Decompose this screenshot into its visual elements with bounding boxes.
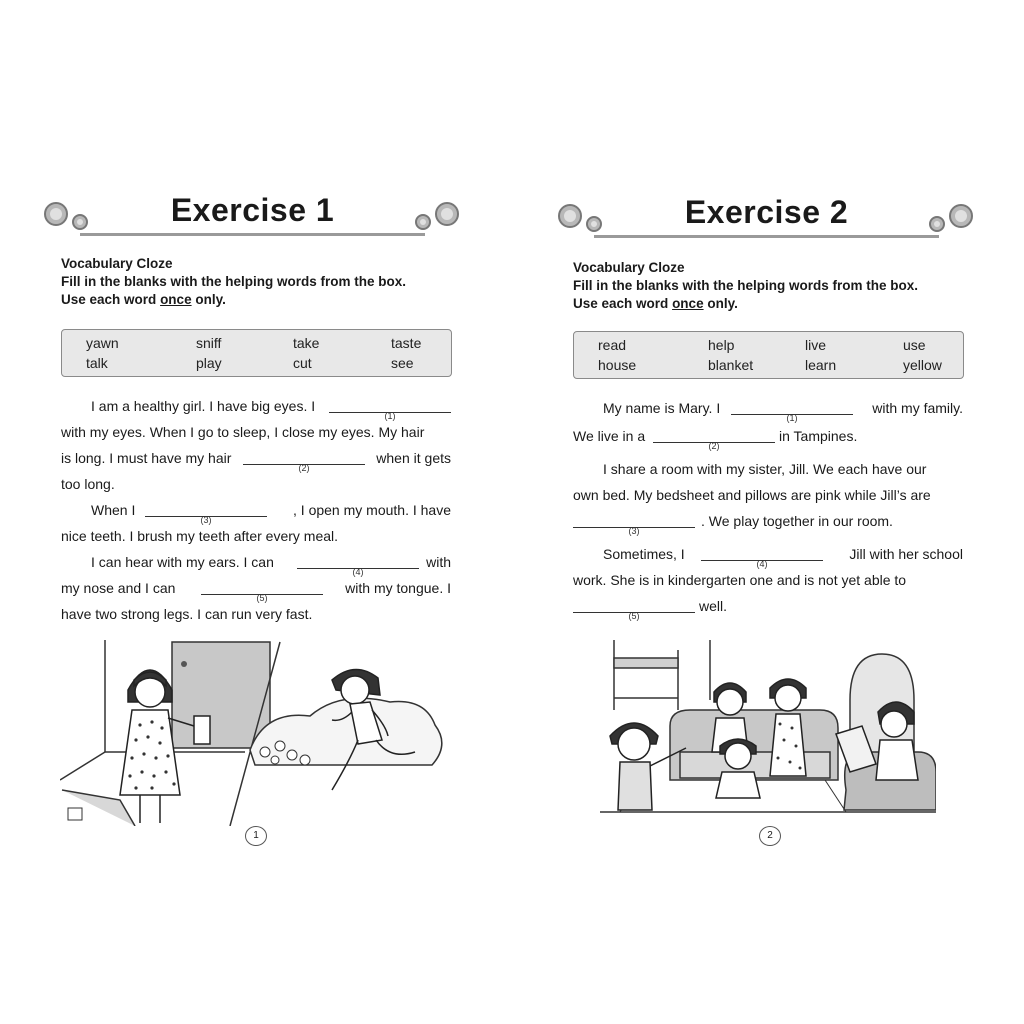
instruction-text: only. bbox=[707, 296, 738, 311]
word-option: talk bbox=[86, 355, 108, 371]
answer-blank[interactable] bbox=[297, 554, 419, 577]
word-option: play bbox=[196, 355, 222, 371]
page-title: Exercise 2 bbox=[684, 194, 849, 230]
passage-line: My name is Mary. I (1) with my family. bbox=[603, 400, 963, 423]
instruction-text: Use each word bbox=[573, 296, 669, 311]
exercise-header bbox=[40, 190, 465, 240]
instruction-heading: Vocabulary Cloze bbox=[61, 256, 173, 271]
passage-line: We live in a (2) in Tampines. bbox=[573, 428, 858, 451]
instruction-line: Fill in the blanks with the helping words from the box. bbox=[61, 274, 407, 289]
passage-line: When I (3) , I open my mouth. I have bbox=[91, 502, 451, 525]
exercise-header bbox=[554, 192, 979, 242]
header-rule bbox=[594, 235, 939, 238]
passage-line: I share a room with my sister, Jill. We each have our bbox=[603, 461, 927, 477]
passage-line: is long. I must have my hair (2) when it gets bbox=[61, 450, 451, 473]
word-option: yawn bbox=[86, 335, 119, 351]
instruction-line bbox=[61, 291, 461, 309]
passage-line: I am a healthy girl. I have big eyes. I (1) bbox=[61, 398, 451, 414]
blank-number: (5) bbox=[628, 611, 640, 621]
answer-blank[interactable] bbox=[573, 513, 695, 536]
word-option: use bbox=[903, 337, 926, 353]
instruction-emphasis: once bbox=[672, 296, 704, 311]
page-number: 1 bbox=[245, 826, 267, 846]
word-option: read bbox=[598, 337, 627, 353]
answer-blank[interactable] bbox=[653, 428, 775, 451]
word-option: see bbox=[391, 355, 414, 371]
word-option: blanket bbox=[708, 357, 754, 373]
instructions bbox=[61, 255, 461, 309]
word-option: house bbox=[598, 357, 637, 373]
blank-number: (4) bbox=[352, 567, 364, 577]
instructions bbox=[573, 259, 973, 313]
passage-line: Sometimes, I (4) Jill with her school bbox=[603, 546, 963, 569]
instruction-emphasis: once bbox=[160, 292, 192, 307]
answer-blank[interactable] bbox=[573, 598, 695, 621]
passage-line: work. She is in kindergarten one and is not yet able to bbox=[573, 572, 907, 588]
instruction-heading: Vocabulary Cloze bbox=[573, 260, 685, 275]
blank-number: (3) bbox=[200, 515, 212, 525]
answer-blank[interactable] bbox=[201, 580, 323, 603]
blank-number: (5) bbox=[256, 593, 268, 603]
passage-line: I can hear with my ears. I can (4) with bbox=[91, 554, 451, 577]
instruction-line bbox=[573, 295, 973, 313]
decorative-circles-icon bbox=[917, 202, 977, 232]
passage-line: have two strong legs. I can run very fast. bbox=[61, 606, 313, 622]
instruction-line: Fill in the blanks with the helping words from the box. bbox=[573, 278, 919, 293]
illustration-girl-brushing-and-running bbox=[60, 640, 452, 826]
blank-number: (4) bbox=[756, 559, 768, 569]
answer-blank[interactable] bbox=[243, 450, 365, 473]
answer-blank[interactable] bbox=[145, 502, 267, 525]
decorative-circles-icon bbox=[403, 200, 463, 230]
passage-line: too long. bbox=[61, 476, 115, 492]
word-box bbox=[61, 329, 452, 377]
word-option: yellow bbox=[903, 357, 942, 373]
passage-line: nice teeth. I brush my teeth after every meal. bbox=[61, 528, 339, 544]
page-number: 2 bbox=[759, 826, 781, 846]
worksheet-page-2: Exercise 2 Vocabulary Cloze Fill in the blanks with the helping words from the box. Use each word once only. read help live use house blanket learn yellow My name is Mary. I (1) with my family. We live in a (2) in Tampines. I share a room with my sister, Jill. We each have our own bed. My bedsheet and pillows are pink while Jill’s are (3) . We play together in our room. Sometimes, I (4) Jill with her school work. She is in kindergarten one and is not yet able to (5) well. 2 bbox=[512, 0, 1024, 1024]
passage-line: with my eyes. When I go to sleep, I close my eyes. My hair bbox=[61, 424, 425, 440]
answer-blank[interactable] bbox=[329, 398, 451, 421]
word-option: cut bbox=[293, 355, 312, 371]
word-option: taste bbox=[391, 335, 422, 351]
blank-number: (2) bbox=[298, 463, 310, 473]
word-box bbox=[573, 331, 964, 379]
answer-blank[interactable] bbox=[701, 546, 823, 569]
blank-number: (1) bbox=[384, 411, 396, 421]
illustration-family-living-room bbox=[600, 640, 936, 814]
passage-line: my nose and I can (5) with my tongue. I bbox=[61, 580, 451, 603]
page-title: Exercise 1 bbox=[170, 192, 335, 228]
answer-blank[interactable] bbox=[731, 400, 853, 423]
word-option: learn bbox=[805, 357, 837, 373]
word-option: live bbox=[805, 337, 827, 353]
instruction-text: Use each word bbox=[61, 292, 157, 307]
word-option: take bbox=[293, 335, 320, 351]
word-option: help bbox=[708, 337, 735, 353]
passage-line: own bed. My bedsheet and pillows are pink while Jill’s are bbox=[573, 487, 931, 503]
header-rule bbox=[80, 233, 425, 236]
blank-number: (2) bbox=[708, 441, 720, 451]
blank-number: (3) bbox=[628, 526, 640, 536]
word-option: sniff bbox=[196, 335, 222, 351]
instruction-text: only. bbox=[195, 292, 226, 307]
blank-number: (1) bbox=[786, 413, 798, 423]
